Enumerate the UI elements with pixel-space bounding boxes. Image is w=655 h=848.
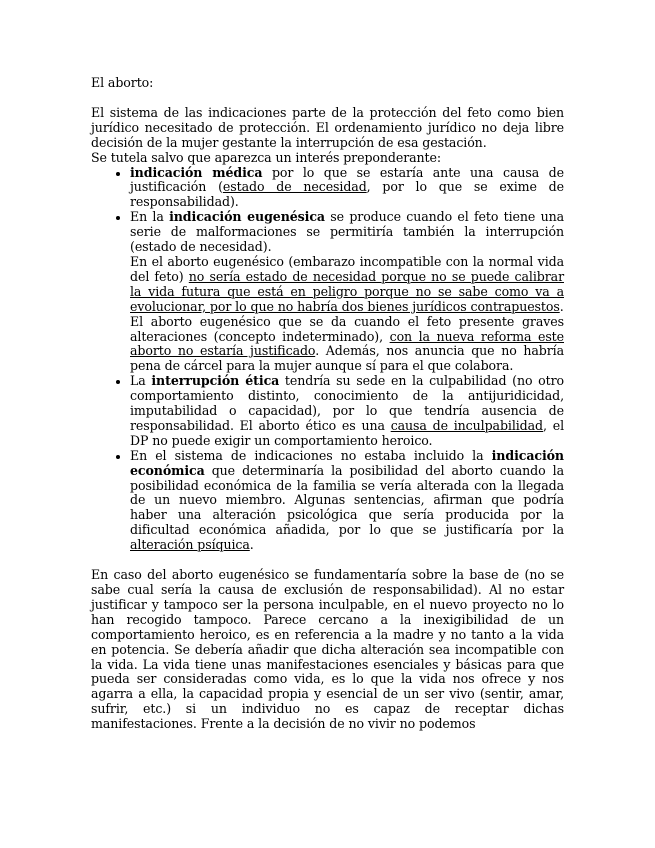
- list-text: se produce cuando el feto tiene una serie de malformaciones se permitiría también la interrupción (estado de necesidad).: [130, 209, 564, 255]
- list-text: que determinaría la posibilidad del aborto cuando la posibilidad económica de la familia se vería alterada con la llegada de un nuevo miembro. Algunas sentencias, afirman que podría haber una alteración psicológica que sería producida por la dificultad económica añadida, por lo que se justificaría por la: [130, 462, 564, 538]
- underlined-text: causa de inculpabilidad: [390, 417, 544, 433]
- list-text: En el aborto eugenésico (embarazo incompatible con la normal vida del feto): [130, 253, 564, 284]
- eugenesica-paragraph-1: [130, 210, 564, 255]
- list-text: .: [249, 537, 254, 553]
- list-item-indicacion-eugenesica: [130, 210, 564, 374]
- list-item-indicacion-economica: [130, 449, 564, 553]
- underlined-text: alteración psíquica: [130, 537, 250, 553]
- term-indicacion-eugenesica: indicación eugenésica: [169, 209, 325, 225]
- term-indicacion-economica: indicación económica: [130, 447, 564, 478]
- intro-paragraph-2: Se tutela salvo que aparezca un interés preponderante:: [91, 149, 442, 165]
- list-text: En el sistema de indicaciones no estaba incluido la: [130, 447, 492, 463]
- closing-paragraph: En caso del aborto eugenésico se fundamentaría sobre la base de (no se sabe cual sería la causa de exclusión de responsabilidad). Al no estar justificar y tampoco ser la persona inculpable, en el nuevo proyecto no lo han recogido tampoco. Parece cercano a la inexigibilidad de un comportamiento heroico, es en referencia a la madre y no tanto a la vida en potencia. Se debería añadir que dicha alteración sea incompatible con la vida. La vida tiene unas manifestaciones esenciales y básicas para que pueda ser consideradas como vida, es lo que la vida nos ofrece y nos agarra a ella, la capacidad propia y esencial de un ser vivo (sentir, amar, sufrir, etc.) si un individuo no es capaz de receptar dichas manifestaciones. Frente a la decisión de no vivir no podemos: [91, 567, 564, 732]
- document-title: El aborto:: [91, 75, 154, 90]
- paragraph-spacer: [91, 553, 564, 568]
- list-text: . Además, nos anuncia que no habría pena de cárcel para la mujer aunque sí para el que colabora.: [130, 343, 564, 374]
- list-text: , por lo que se exime de responsabilidad).: [130, 179, 564, 210]
- term-indicacion-medica: indicación médica: [130, 164, 263, 180]
- list-text: , el DP no puede exigir un comportamiento heroico.: [130, 417, 564, 448]
- list-text: tendría su sede en la culpabilidad (no otro comportamiento distinto, conocimiento de la antijuridicidad, imputabilidad o capacidad), por lo que tendría ausencia de responsabilidad. El aborto ético es una: [130, 373, 564, 433]
- list-text: La: [130, 373, 152, 389]
- term-interrupcion-etica: interrupción ética: [151, 373, 280, 389]
- list-item-indicacion-medica: [130, 166, 564, 211]
- list-text: En la: [130, 209, 170, 225]
- underlined-text: estado de necesidad: [222, 179, 367, 195]
- document-page: [91, 76, 564, 732]
- intro-paragraph: El sistema de las indicaciones parte de la protección del feto como bien jurídico necesitado de protección. El ordenamiento jurídico no deja libre decisión de la mujer gestante la interrupción de esa gestación.: [91, 104, 564, 150]
- indications-list: [91, 166, 564, 554]
- underlined-text: con la nueva reforma este aborto no estaría justificado: [130, 328, 564, 359]
- eugenesica-paragraph-2: [130, 255, 564, 315]
- underlined-text: no sería estado de necesidad porque no se puede calibrar la vida futura que está en peligro porque no se sabe como va a evolucionar, por lo que no habría dos bienes jurídicos contrapuestos: [130, 268, 564, 314]
- list-text: .: [559, 298, 564, 314]
- list-text: El aborto eugenésico que se da cuando el feto presente graves alteraciones (concepto indeterminado),: [130, 313, 564, 344]
- eugenesica-paragraph-3: [130, 315, 564, 375]
- list-text: por lo que se estaría ante una causa de justificación (: [130, 164, 564, 195]
- list-item-interrupcion-etica: [130, 374, 564, 449]
